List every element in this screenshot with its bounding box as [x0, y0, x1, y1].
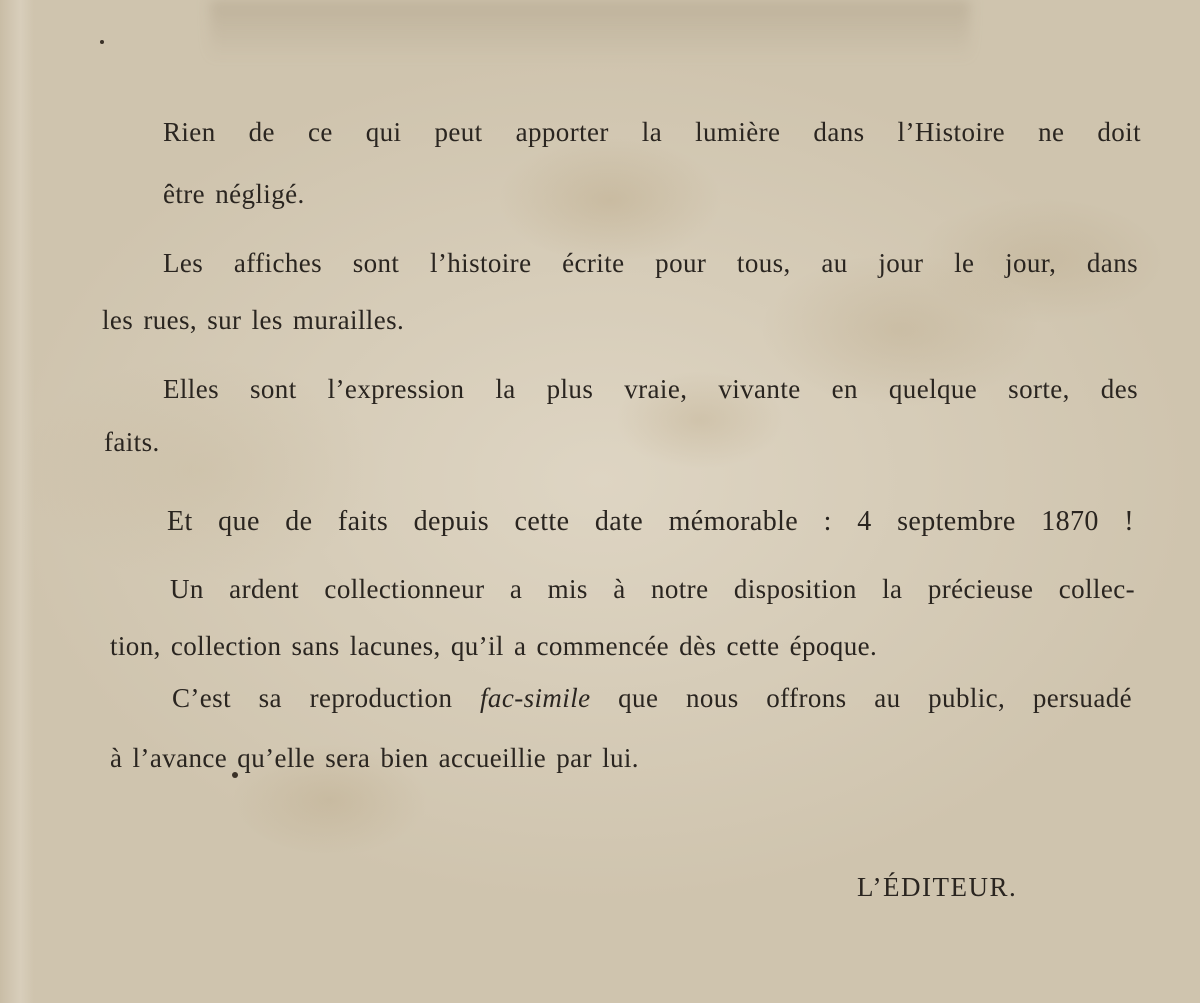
- signature: L’ÉDITEUR.: [857, 872, 1018, 902]
- paragraph-6-line-1: [172, 683, 1132, 714]
- paragraph-6-text-end: que nous offrons au public, persuadé: [618, 683, 1132, 713]
- paragraph-4-line-1: Et que de faits depuis cette date mémorable : 4 septembre 1870 !: [167, 506, 1134, 537]
- paragraph-3-line-2: faits.: [104, 427, 160, 457]
- paragraph-2-line-1: Les affiches sont l’histoire écrite pour tous, au jour le jour, dans: [163, 248, 1138, 278]
- paragraph-6-text-start: C’est sa reproduction: [172, 683, 453, 713]
- paragraph-5-line-2: tion, collection sans lacunes, qu’il a commencée dès cette époque.: [110, 631, 878, 661]
- paragraph-5-line-1: Un ardent collectionneur a mis à notre disposition la précieuse collec-: [170, 574, 1135, 604]
- paragraph-2-line-2: les rues, sur les murailles.: [102, 305, 405, 335]
- paragraph-6-italic-term: fac-simile: [480, 683, 591, 713]
- paragraph-3-line-1: Elles sont l’expression la plus vraie, vivante en quelque sorte, des: [163, 374, 1138, 404]
- paragraph-1-line-1: Rien de ce qui peut apporter la lumière dans l’Histoire ne doit: [163, 117, 1141, 147]
- paragraph-6-line-2: à l’avance qu’elle sera bien accueillie par lui.: [110, 743, 639, 773]
- paragraph-1-line-2: être négligé.: [163, 179, 305, 209]
